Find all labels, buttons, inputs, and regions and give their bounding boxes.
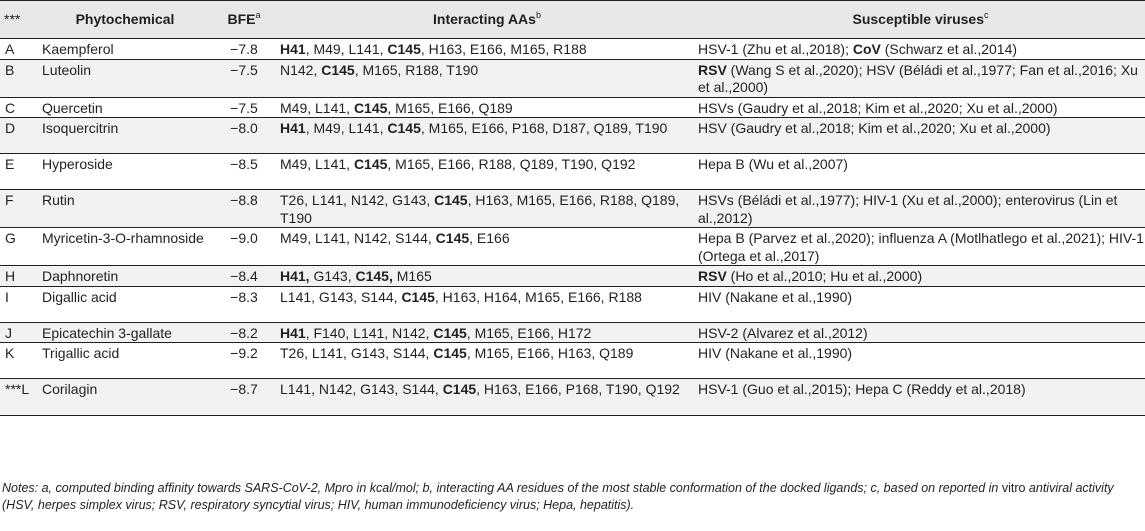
text-segment: HIV (Nakane et al.,1990) xyxy=(698,288,853,305)
text-segment: M49, L141, N142, S144, xyxy=(280,230,436,246)
row-id: E xyxy=(0,154,40,190)
row-id: D xyxy=(0,118,40,154)
header-interacting-aas xyxy=(278,1,696,39)
text-segment: T26, L141, G143, S144, xyxy=(280,345,434,361)
row-id: H xyxy=(0,266,40,287)
bold-residue: C145 xyxy=(321,61,355,78)
table-body xyxy=(0,39,1145,416)
bold-residue: C145 xyxy=(387,120,421,136)
text-segment: M49, L141, xyxy=(280,156,354,172)
text-segment: L141, G143, S144, xyxy=(280,288,402,305)
header-bfe-footnote: a xyxy=(255,9,261,20)
bfe-value: −7.8 xyxy=(210,39,278,60)
phytochemical-name: Quercetin xyxy=(40,97,210,118)
bfe-value: −8.7 xyxy=(210,379,278,416)
table-row xyxy=(0,118,1145,154)
phytochemical-name: Isoquercitrin xyxy=(40,118,210,154)
phytochemical-name: Corilagin xyxy=(40,379,210,416)
text-segment: , M165, E166, H172 xyxy=(466,324,592,341)
text-segment: (Schwarz et al.,2014) xyxy=(880,41,1018,57)
phytochemical-name: Daphnoretin xyxy=(40,266,210,287)
bold-residue: H41 xyxy=(280,41,306,57)
interacting-aas xyxy=(278,97,696,118)
interacting-aas xyxy=(278,322,696,343)
text-segment: HSV-1 (Guo et al.,2015); Hepa C (Reddy et al.,2018) xyxy=(698,381,1026,397)
notes-text-1: Notes: a, computed binding affinity towards SARS-CoV-2, Mpro in kcal/mol; b, interacting AA residues of the most stable conformation of the docked ligands; c, based on reported in xyxy=(2,481,1002,495)
header-susceptible-viruses xyxy=(696,1,1145,39)
interacting-aas xyxy=(278,343,696,379)
text-segment: G143, xyxy=(309,268,356,284)
table-notes xyxy=(2,480,1142,513)
bold-residue: C145 xyxy=(433,324,467,341)
bold-residue: C145, xyxy=(355,268,393,284)
bfe-value: −9.0 xyxy=(210,228,278,266)
row-id: I xyxy=(0,286,40,322)
text-segment: , H163, H164, M165, E166, R188 xyxy=(434,288,642,305)
text-segment: Hepa B (Wu et al.,2007) xyxy=(698,156,848,172)
susceptible-viruses xyxy=(696,266,1145,287)
row-id: G xyxy=(0,228,40,266)
header-row xyxy=(0,1,1145,39)
susceptible-viruses xyxy=(696,118,1145,154)
interacting-aas xyxy=(278,118,696,154)
text-segment: N142, xyxy=(280,61,322,78)
interacting-aas xyxy=(278,39,696,60)
text-segment: M49, L141, xyxy=(280,99,354,116)
text-segment: Hepa B (Parvez et al.,2020); influenza A (Motlhatlego et al.,2021); HIV-1 (Ortega et al.,2017) xyxy=(698,230,1144,264)
bold-residue: H41 xyxy=(280,324,306,341)
text-segment: , M165, R188, T190 xyxy=(354,61,479,78)
table-row xyxy=(0,97,1145,118)
bold-residue: C145 xyxy=(442,381,477,397)
text-segment: , F140, L141, N142, xyxy=(305,324,434,341)
text-segment: (Wang S et al.,2020); HSV (Béládi et al.,1977; Fan et al.,2016; Xu et al.,2000) xyxy=(698,61,1138,95)
susceptible-viruses xyxy=(696,154,1145,190)
header-phytochemical-label: Phytochemical xyxy=(75,10,175,27)
text-segment: , M165, E166, Q189 xyxy=(387,99,513,116)
text-segment: HSV-1 (Zhu et al.,2018); xyxy=(698,41,853,57)
header-virus-label: Susceptible viruses xyxy=(852,10,984,27)
text-segment: , M165, E166, R188, Q189, T190, Q192 xyxy=(387,156,636,172)
susceptible-viruses xyxy=(696,228,1145,266)
bfe-value: −7.5 xyxy=(210,97,278,118)
text-segment: (Ho et al.,2010; Hu et al.,2000) xyxy=(726,268,923,284)
bfe-value: −8.5 xyxy=(210,154,278,190)
susceptible-viruses xyxy=(696,39,1145,60)
row-id: F xyxy=(0,190,40,228)
text-segment: HSVs (Béládi et al.,1977); HIV-1 (Xu et al.,2000); enterovirus (Lin et al.,2012) xyxy=(698,192,1118,226)
bold-residue: C145 xyxy=(353,156,388,172)
table-row xyxy=(0,343,1145,379)
susceptible-viruses xyxy=(696,190,1145,228)
text-segment: HSV-2 (Alvarez et al.,2012) xyxy=(698,324,868,341)
table-row xyxy=(0,266,1145,287)
text-segment: , H163, E166, P168, T190, Q192 xyxy=(476,381,680,397)
text-segment: , M165, E166, H163, Q189 xyxy=(466,345,634,361)
table-row xyxy=(0,154,1145,190)
row-id: J xyxy=(0,322,40,343)
phytochemical-name: Trigallic acid xyxy=(40,343,210,379)
phytochemical-name: Digallic acid xyxy=(40,286,210,322)
table-row xyxy=(0,190,1145,228)
bold-residue: C145 xyxy=(353,99,388,116)
susceptible-viruses xyxy=(696,343,1145,379)
text-segment: , E166 xyxy=(469,230,510,246)
bfe-value: −8.4 xyxy=(210,266,278,287)
susceptible-viruses xyxy=(696,322,1145,343)
phytochemical-name: Hyperoside xyxy=(40,154,210,190)
header-bfe xyxy=(210,1,278,39)
phytochemical-name: Myricetin-3-O-rhamnoside xyxy=(40,228,210,266)
notes-text-vitro: vitro xyxy=(1001,481,1026,495)
row-id: K xyxy=(0,343,40,379)
row-id: B xyxy=(0,59,40,97)
header-phytochemical xyxy=(40,1,210,39)
susceptible-viruses xyxy=(696,286,1145,322)
header-id: *** xyxy=(0,1,40,39)
text-segment: , M165, E166, P168, D187, Q189, T190 xyxy=(420,120,668,136)
interacting-aas xyxy=(278,286,696,322)
text-segment: , H163, E166, M165, R188 xyxy=(420,41,587,57)
row-id: ***L xyxy=(0,379,40,416)
phytochemical-name: Luteolin xyxy=(40,59,210,97)
susceptible-viruses xyxy=(696,379,1145,416)
row-id: C xyxy=(0,97,40,118)
bold-residue: C145 xyxy=(433,345,467,361)
phytochemical-name: Epicatechin 3-gallate xyxy=(40,322,210,343)
bold-residue: C145 xyxy=(387,41,421,57)
text-segment: , H163, M165, E166, R188, Q189, T190 xyxy=(280,192,680,226)
table-row xyxy=(0,39,1145,60)
text-segment: HIV (Nakane et al.,1990) xyxy=(698,345,853,361)
bfe-value: −7.5 xyxy=(210,59,278,97)
bold-residue: C145 xyxy=(435,230,470,246)
text-segment: , M49, L141, xyxy=(305,41,388,57)
table-row xyxy=(0,379,1145,416)
interacting-aas xyxy=(278,266,696,287)
bold-residue: H41, xyxy=(280,268,310,284)
bold-residue: C145 xyxy=(401,288,435,305)
interacting-aas xyxy=(278,228,696,266)
phytochemical-name: Kaempferol xyxy=(40,39,210,60)
bold-virus: RSV xyxy=(698,61,727,78)
header-bfe-label: BFE xyxy=(227,10,256,27)
table-row xyxy=(0,228,1145,266)
table-row xyxy=(0,322,1145,343)
header-virus-footnote: c xyxy=(984,9,989,20)
susceptible-viruses xyxy=(696,59,1145,97)
bfe-value: −8.2 xyxy=(210,322,278,343)
table-row xyxy=(0,59,1145,97)
interacting-aas xyxy=(278,154,696,190)
header-aa-footnote: b xyxy=(535,9,541,20)
bfe-value: −9.2 xyxy=(210,343,278,379)
bold-virus: CoV xyxy=(852,41,881,57)
table-row xyxy=(0,286,1145,322)
text-segment: HSV (Gaudry et al.,2018; Kim et al.,2020; Xu et al.,2000) xyxy=(698,120,1051,136)
bold-residue: C145 xyxy=(434,192,468,208)
text-segment: L141, N142, G143, S144, xyxy=(280,381,443,397)
bfe-value: −8.0 xyxy=(210,118,278,154)
interacting-aas xyxy=(278,190,696,228)
susceptible-viruses xyxy=(696,97,1145,118)
text-segment: , M49, L141, xyxy=(305,120,388,136)
bfe-value: −8.8 xyxy=(210,190,278,228)
bfe-value: −8.3 xyxy=(210,286,278,322)
bold-residue: H41 xyxy=(280,120,306,136)
header-aa-label: Interacting AAs xyxy=(433,10,536,27)
interacting-aas xyxy=(278,59,696,97)
notes-text-2: antiviral activity (HSV, herpes simplex virus; RSV, respiratory syncytial virus; HIV, human immunodeficiency virus; Hepa, hepatitis). xyxy=(2,481,1114,512)
bold-virus: RSV xyxy=(698,268,727,284)
interacting-aas xyxy=(278,379,696,416)
text-segment: T26, L141, N142, G143, xyxy=(280,192,435,208)
text-segment: HSVs (Gaudry et al.,2018; Kim et al.,2020; Xu et al.,2000) xyxy=(698,99,1058,116)
phytochemical-name: Rutin xyxy=(40,190,210,228)
row-id: A xyxy=(0,39,40,60)
text-segment: M165 xyxy=(392,268,432,284)
